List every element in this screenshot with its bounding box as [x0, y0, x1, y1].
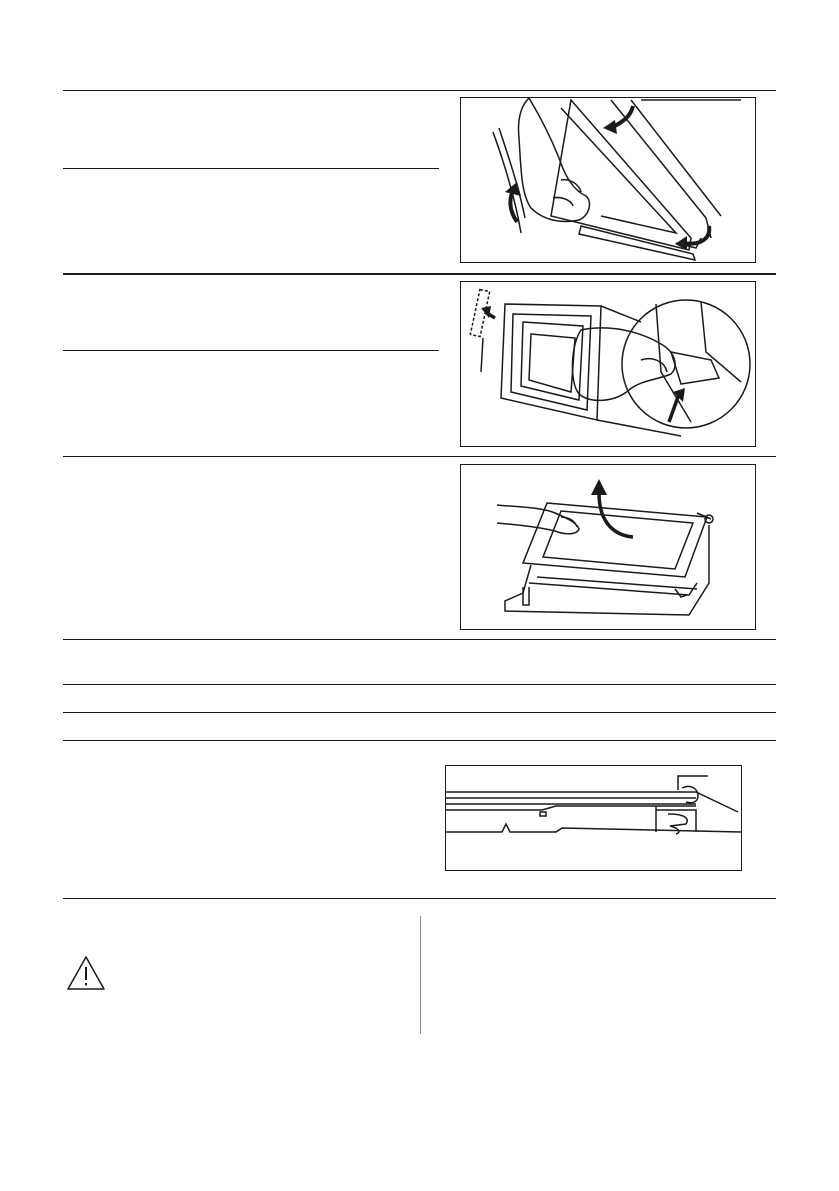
column-divider	[420, 916, 421, 1034]
section-divider-6	[63, 712, 776, 713]
figure-seal-detail	[445, 765, 742, 871]
section-divider-1	[63, 90, 776, 91]
section-divider-3	[63, 456, 776, 457]
sub-divider-1	[63, 168, 439, 169]
section-divider-5	[63, 684, 776, 685]
sub-divider-2	[63, 350, 439, 351]
section-divider-2	[63, 273, 776, 275]
section-divider-8	[63, 898, 776, 899]
figure-remove-door	[460, 97, 756, 263]
section-divider-7	[63, 740, 776, 741]
figure-remove-frame	[460, 281, 756, 447]
section-divider-4	[63, 639, 776, 640]
warning-triangle-icon	[66, 955, 106, 991]
figure-remove-glass	[460, 464, 756, 630]
